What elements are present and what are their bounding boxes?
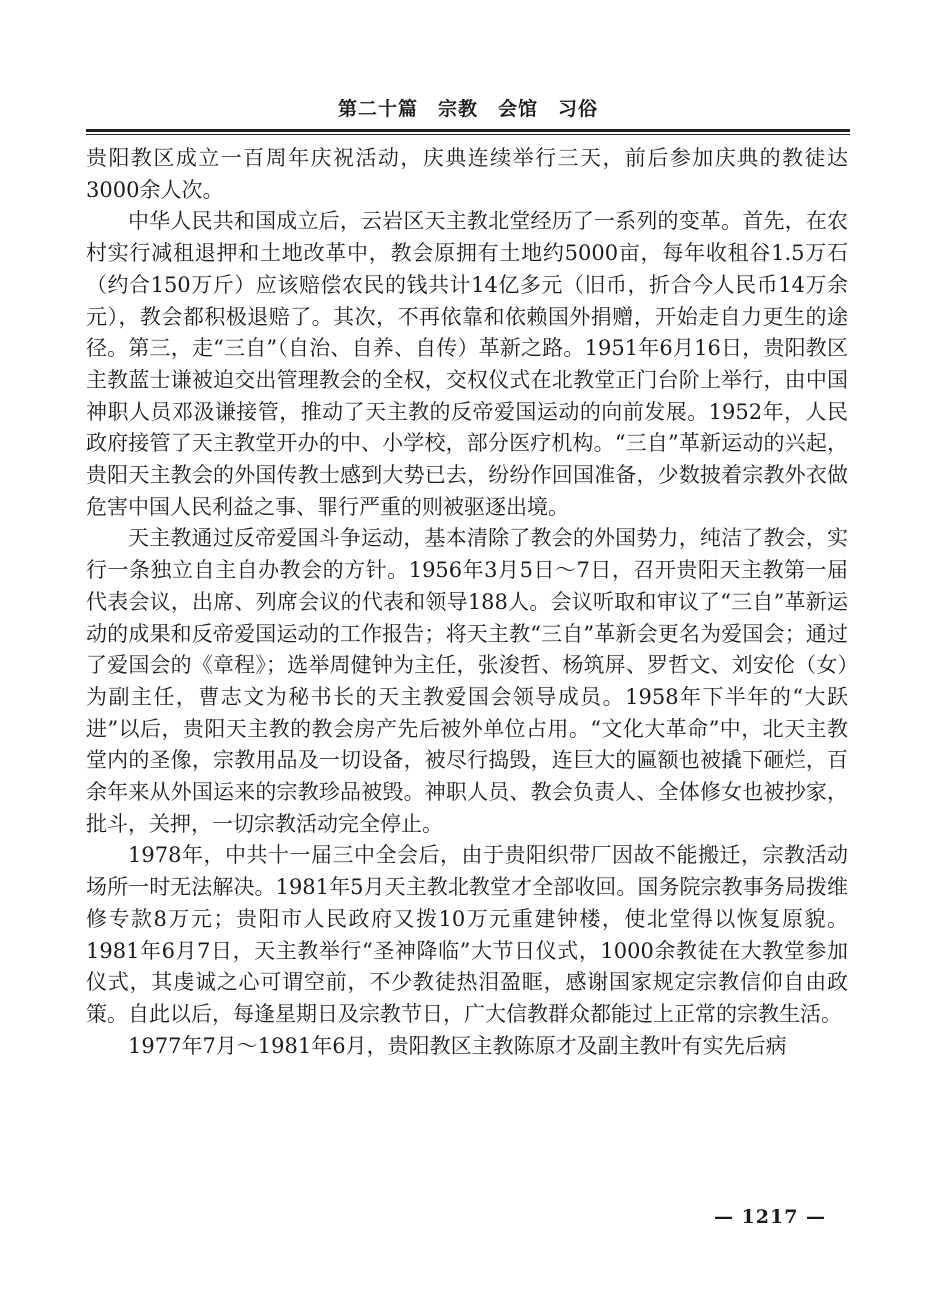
running-header: 第二十篇 宗教 会馆 习俗 bbox=[337, 98, 598, 120]
header-rule-thick bbox=[86, 129, 850, 132]
paragraph-continuation: 贵阳教区成立一百周年庆祝活动，庆典连续举行三天，前后参加庆典的教徒达3000余人次。 bbox=[86, 146, 848, 202]
paragraph: 1978年，中共十一届三中全会后，由于贵阳织带厂因故不能搬迁，宗教活动场所一时无法解决。1981年5月天主教北教堂才全部收回。国务院宗教事务局拨维修专款8万元；贵阳市人民政府又拨10万元重建钟楼，使北堂得以恢复原貌。1981年6月7日，天主教举行“圣神降临”大节日仪式，1000余教徒在大教堂参加仪式，其虔诚之心可谓空前，不少教徒热泪盈眶，感谢国家规定宗教信仰自由政策。自此以后，每逢星期日及宗教节日，广大信教群众都能过上正常的宗教生活。 bbox=[86, 843, 848, 1026]
page-number: — 1217 — bbox=[713, 1206, 827, 1228]
paragraph: 中华人民共和国成立后，云岩区天主教北堂经历了一系列的变革。首先，在农村实行减租退押和土地改革中，教会原拥有土地约5000亩，每年收租谷1.5万石（约合150万斤）应该赔偿农民的钱共计14亿多元（旧币，折合今人民币14万余元），教会都积极退赔了。其次，不再依靠和依赖国外捐赠，开始走自力更生的途径。第三，走“三自”（自治、自养、自传）革新之路。1951年6月16日，贵阳教区主教蓝士谦被迫交出管理教会的全权，交权仪式在北教堂正门台阶上举行，由中国神职人员邓汲谦接管，推动了天主教的反帝爱国运动的向前发展。1952年，人民政府接管了天主教堂开办的中、小学校，部分医疗机构。“三自”革新运动的兴起，贵阳天主教会的外国传教士感到大势已去，纷纷作回国准备，少数披着宗教外衣做危害中国人民利益之事、罪行严重的则被驱逐出境。 bbox=[86, 209, 848, 519]
header-rule-thin bbox=[86, 134, 850, 135]
body-text bbox=[86, 143, 848, 1062]
paragraph: 1977年7月～1981年6月，贵阳教区主教陈原才及副主教叶有实先后病 bbox=[128, 1033, 787, 1058]
paragraph: 天主教通过反帝爱国斗争运动，基本清除了教会的外国势力，纯洁了教会，实行一条独立自主自办教会的方针。1956年3月5日～7日，召开贵阳天主教第一届代表会议，出席、列席会议的代表和领导188人。会议听取和审议了“三自”革新运动的成果和反帝爱国运动的工作报告；将天主教“三自”革新会更名为爱国会；通过了爱国会的《章程》；选举周健钟为主任，张浚哲、杨筑屏、罗哲文、刘安伦（女）为副主任，曹志文为秘书长的天主教爱国会领导成员。1958年下半年的“大跃进”以后，贵阳天主教的教会房产先后被外单位占用。“文化大革命”中，北天主教堂内的圣像，宗教用品及一切设备，被尽行捣毁，连巨大的匾额也被撬下砸烂，百余年来从外国运来的宗教珍品被毁。神职人员、教会负责人、全体修女也被抄家，批斗，关押，一切宗教活动完全停止。 bbox=[86, 526, 848, 836]
